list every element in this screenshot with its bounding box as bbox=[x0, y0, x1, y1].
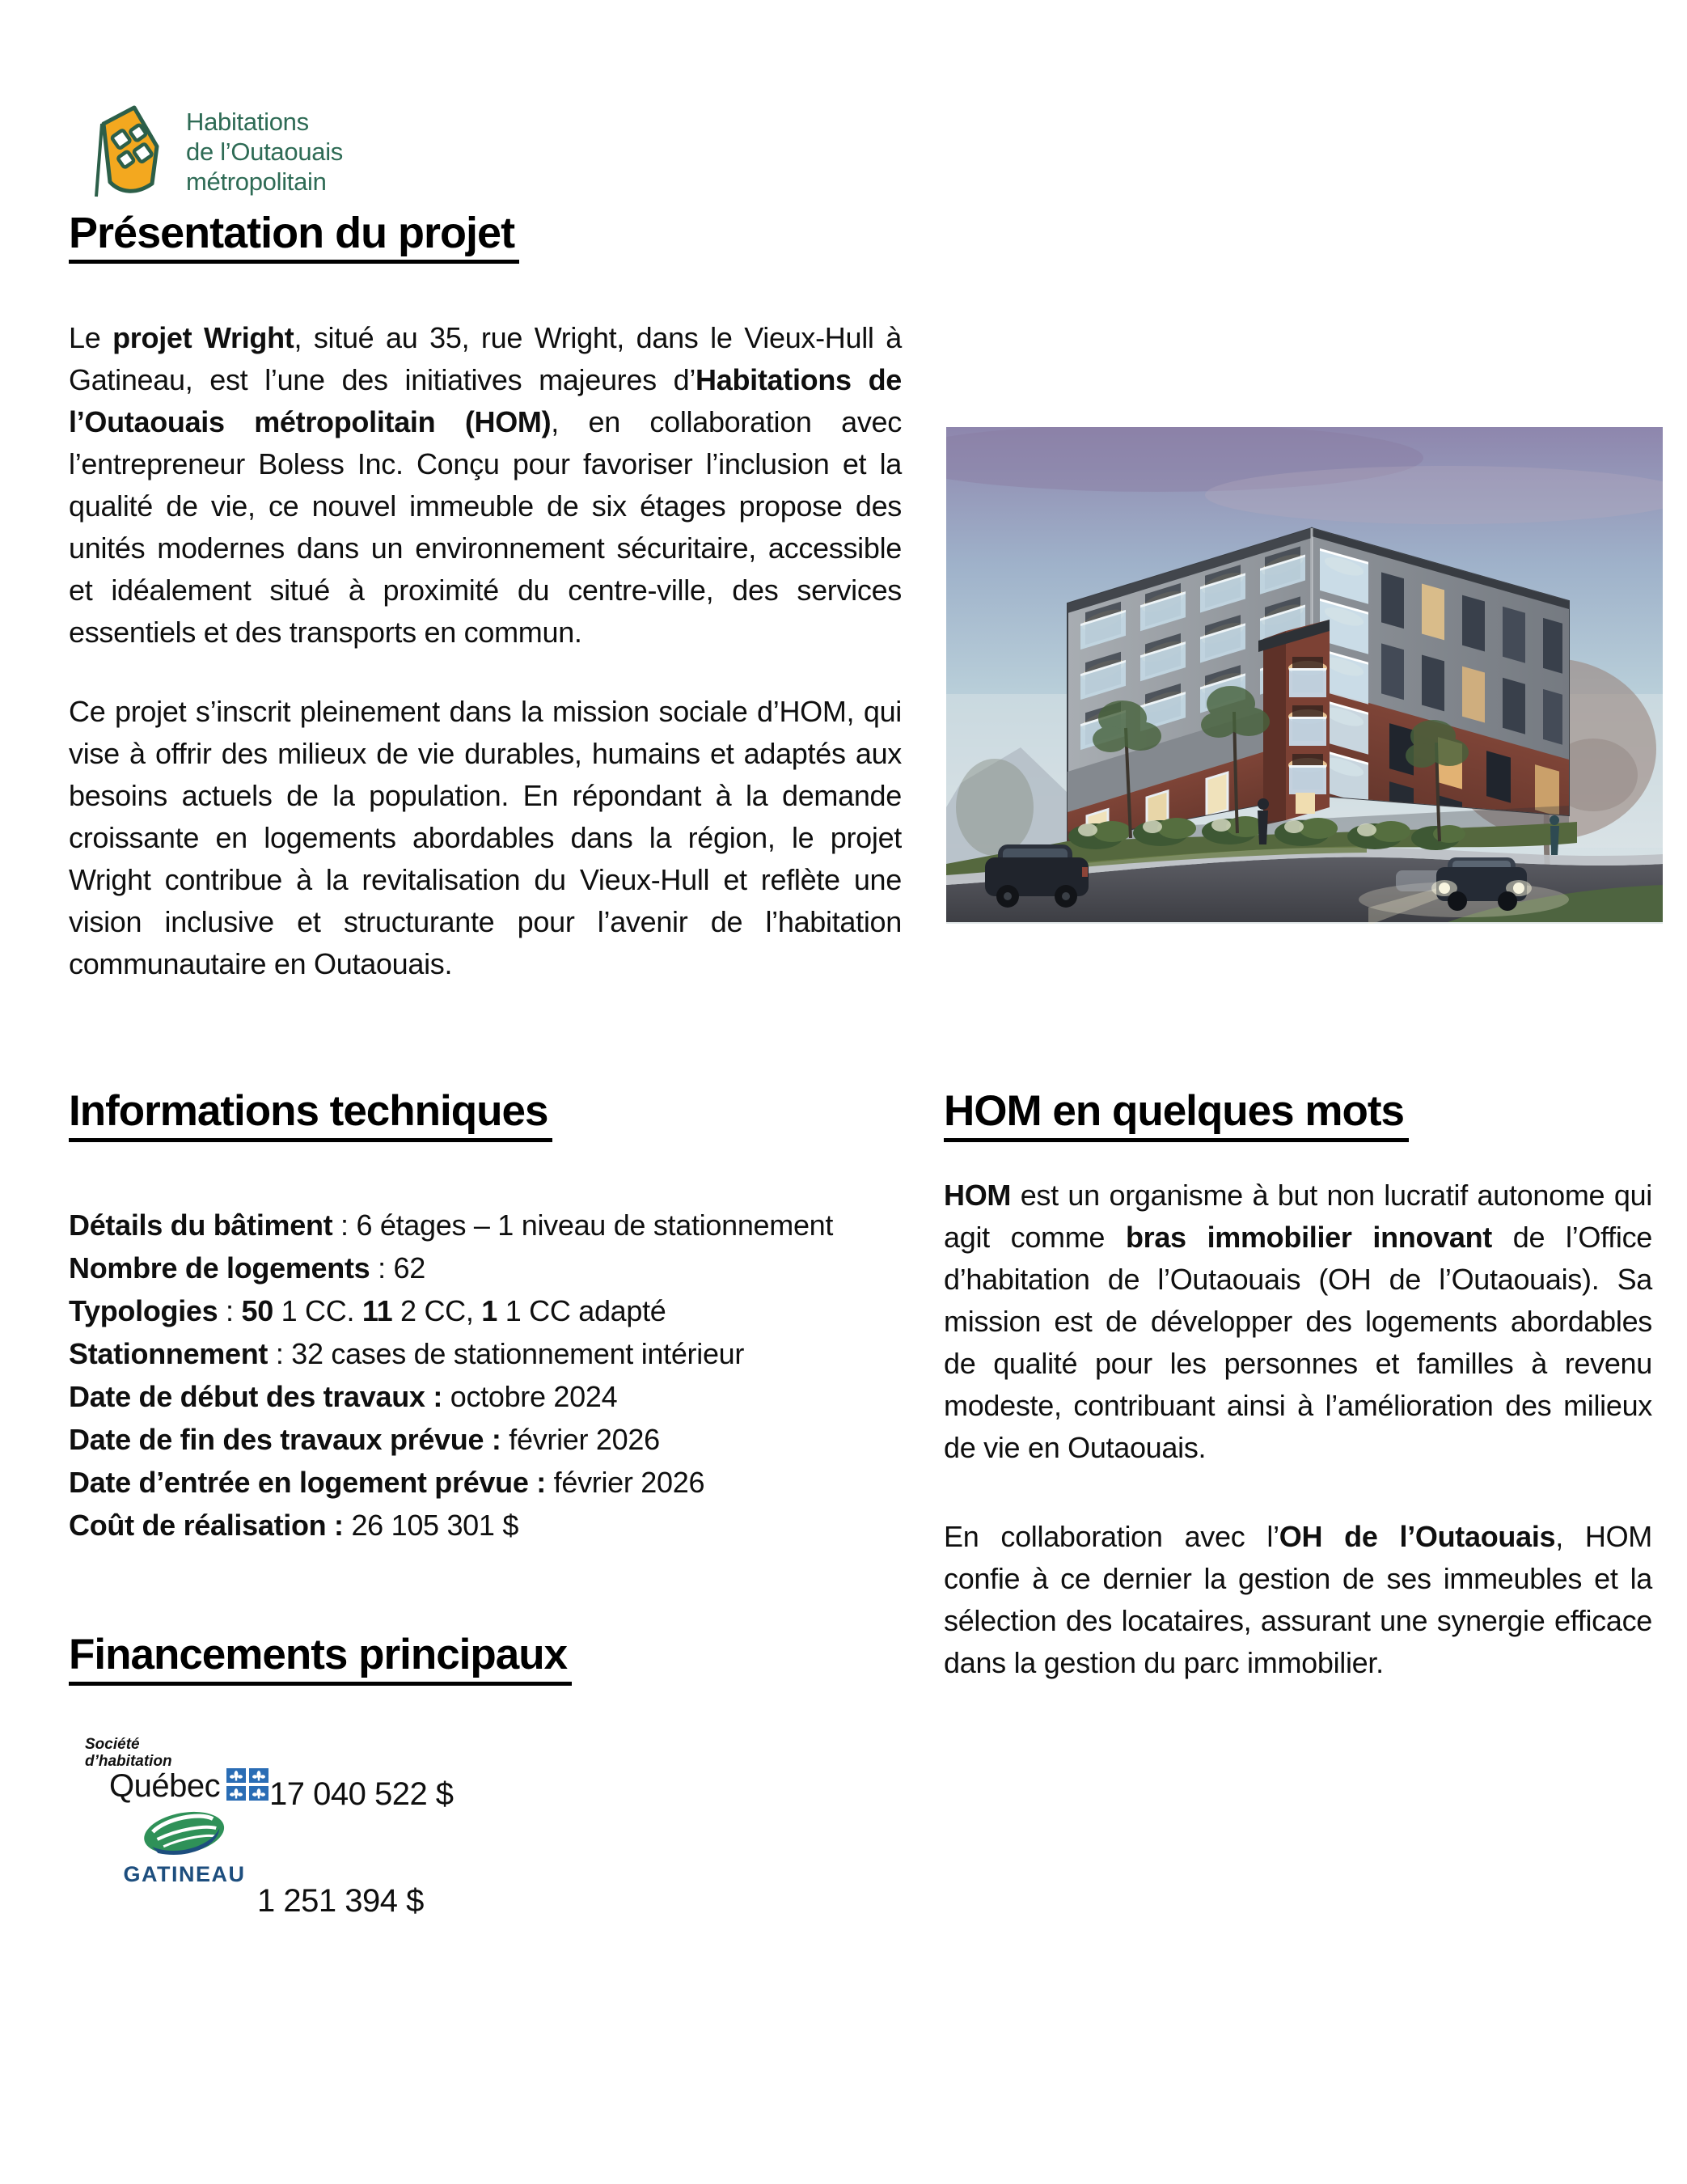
brand-line: Habitations bbox=[186, 108, 309, 136]
gatineau-amount: 1 251 394 $ bbox=[257, 1883, 424, 1919]
detail-line-fin-travaux: Date de fin des travaux prévue : février 2026 bbox=[69, 1423, 660, 1456]
hom-paragraph-1: HOM est un organisme à but non lucratif autonome qui agit comme bras immobilier innovant de l’Office d’habitation de l’Outaouais (OH de l’Outaouais). Sa mission est de développer des logements abordables de qualité pour les personnes et familles à revenu modeste, contribuant ainsi à l’amélioration des milieux de vie en Outaouais. bbox=[944, 1179, 1652, 1464]
detail-line-entree-logement: Date d’entrée en logement prévue : février 2026 bbox=[69, 1466, 705, 1499]
detail-line-stationnement: Stationnement : 32 cases de stationnement intérieur bbox=[69, 1337, 745, 1370]
intro-section bbox=[69, 317, 902, 985]
building-rendering-image bbox=[946, 427, 1663, 924]
intro-paragraph-2: Ce projet s’inscrit pleinement dans la mission sociale d’HOM, qui vise à offrir des milieux de vie durables, humains et adaptés aux besoins actuels de la population. En répondant à la demande croissante en logements abordables dans la région, le projet Wright contribue à la revitalisation du Vieux-Hull et reflète une vision inclusive et structurante pour l’avenir de l’habitation communautaire en Outaouais. bbox=[69, 695, 902, 980]
brand-line: de l’Outaouais bbox=[186, 138, 343, 166]
intro-paragraph-1: Le projet Wright, situé au 35, rue Wright, dans le Vieux-Hull à Gatineau, est l’une des initiatives majeures d’Habitations de l’Outaouais métropolitain (HOM), en collaboration avec l’entrepreneur Boless Inc. Conçu pour favoriser l’inclusion et la qualité de vie, ce nouvel immeuble de six étages propose des unités modernes dans un environnement sécuritaire, accessible et idéalement situé à proximité du centre-ville, des services essentiels et des transports en commun. bbox=[69, 321, 902, 649]
gatineau-wordmark: GATINEAU bbox=[123, 1862, 246, 1886]
shq-amount: 17 040 522 $ bbox=[269, 1776, 454, 1812]
hom-house-icon bbox=[86, 100, 167, 203]
detail-line-typologies: Typologies : 50 1 CC. 11 2 CC, 1 1 CC adapté bbox=[69, 1294, 666, 1327]
shq-logo bbox=[85, 1736, 268, 1802]
shq-logo-wordmark: Québec bbox=[109, 1768, 221, 1804]
hom-paragraph-2: En collaboration avec l’OH de l’Outaouais, HOM confie à ce dernier la gestion de ses immeubles et la sélection des locataires, assurant une synergie efficace dans la gestion du parc immobilier. bbox=[944, 1520, 1652, 1679]
section-title-hom-en-quelques-mots: HOM en quelques mots bbox=[944, 1087, 1409, 1142]
brand-name bbox=[186, 107, 343, 197]
gatineau-logo bbox=[112, 1810, 257, 1887]
detail-line-debut-travaux: Date de début des travaux : octobre 2024 bbox=[69, 1380, 618, 1413]
detail-line-batiment: Détails du bâtiment : 6 étages – 1 niveau de stationnement bbox=[69, 1208, 834, 1242]
section-title-informations-techniques: Informations techniques bbox=[69, 1087, 552, 1142]
detail-line-cout: Coût de réalisation : 26 105 301 $ bbox=[69, 1509, 519, 1542]
section-title-financements: Financements principaux bbox=[69, 1631, 572, 1686]
technical-details-list bbox=[69, 1204, 865, 1547]
brand-line: métropolitain bbox=[186, 167, 327, 196]
page-title: Présentation du projet bbox=[69, 209, 519, 264]
shq-logo-line2: d’habitation bbox=[85, 1753, 172, 1770]
detail-line-logements: Nombre de logements : 62 bbox=[69, 1251, 425, 1285]
hom-section bbox=[944, 1175, 1652, 1684]
gatineau-leaf-icon bbox=[112, 1810, 257, 1860]
shq-logo-line1: Société bbox=[85, 1736, 140, 1753]
quebec-flag-icon bbox=[226, 1768, 268, 1805]
hom-logo bbox=[86, 100, 343, 203]
